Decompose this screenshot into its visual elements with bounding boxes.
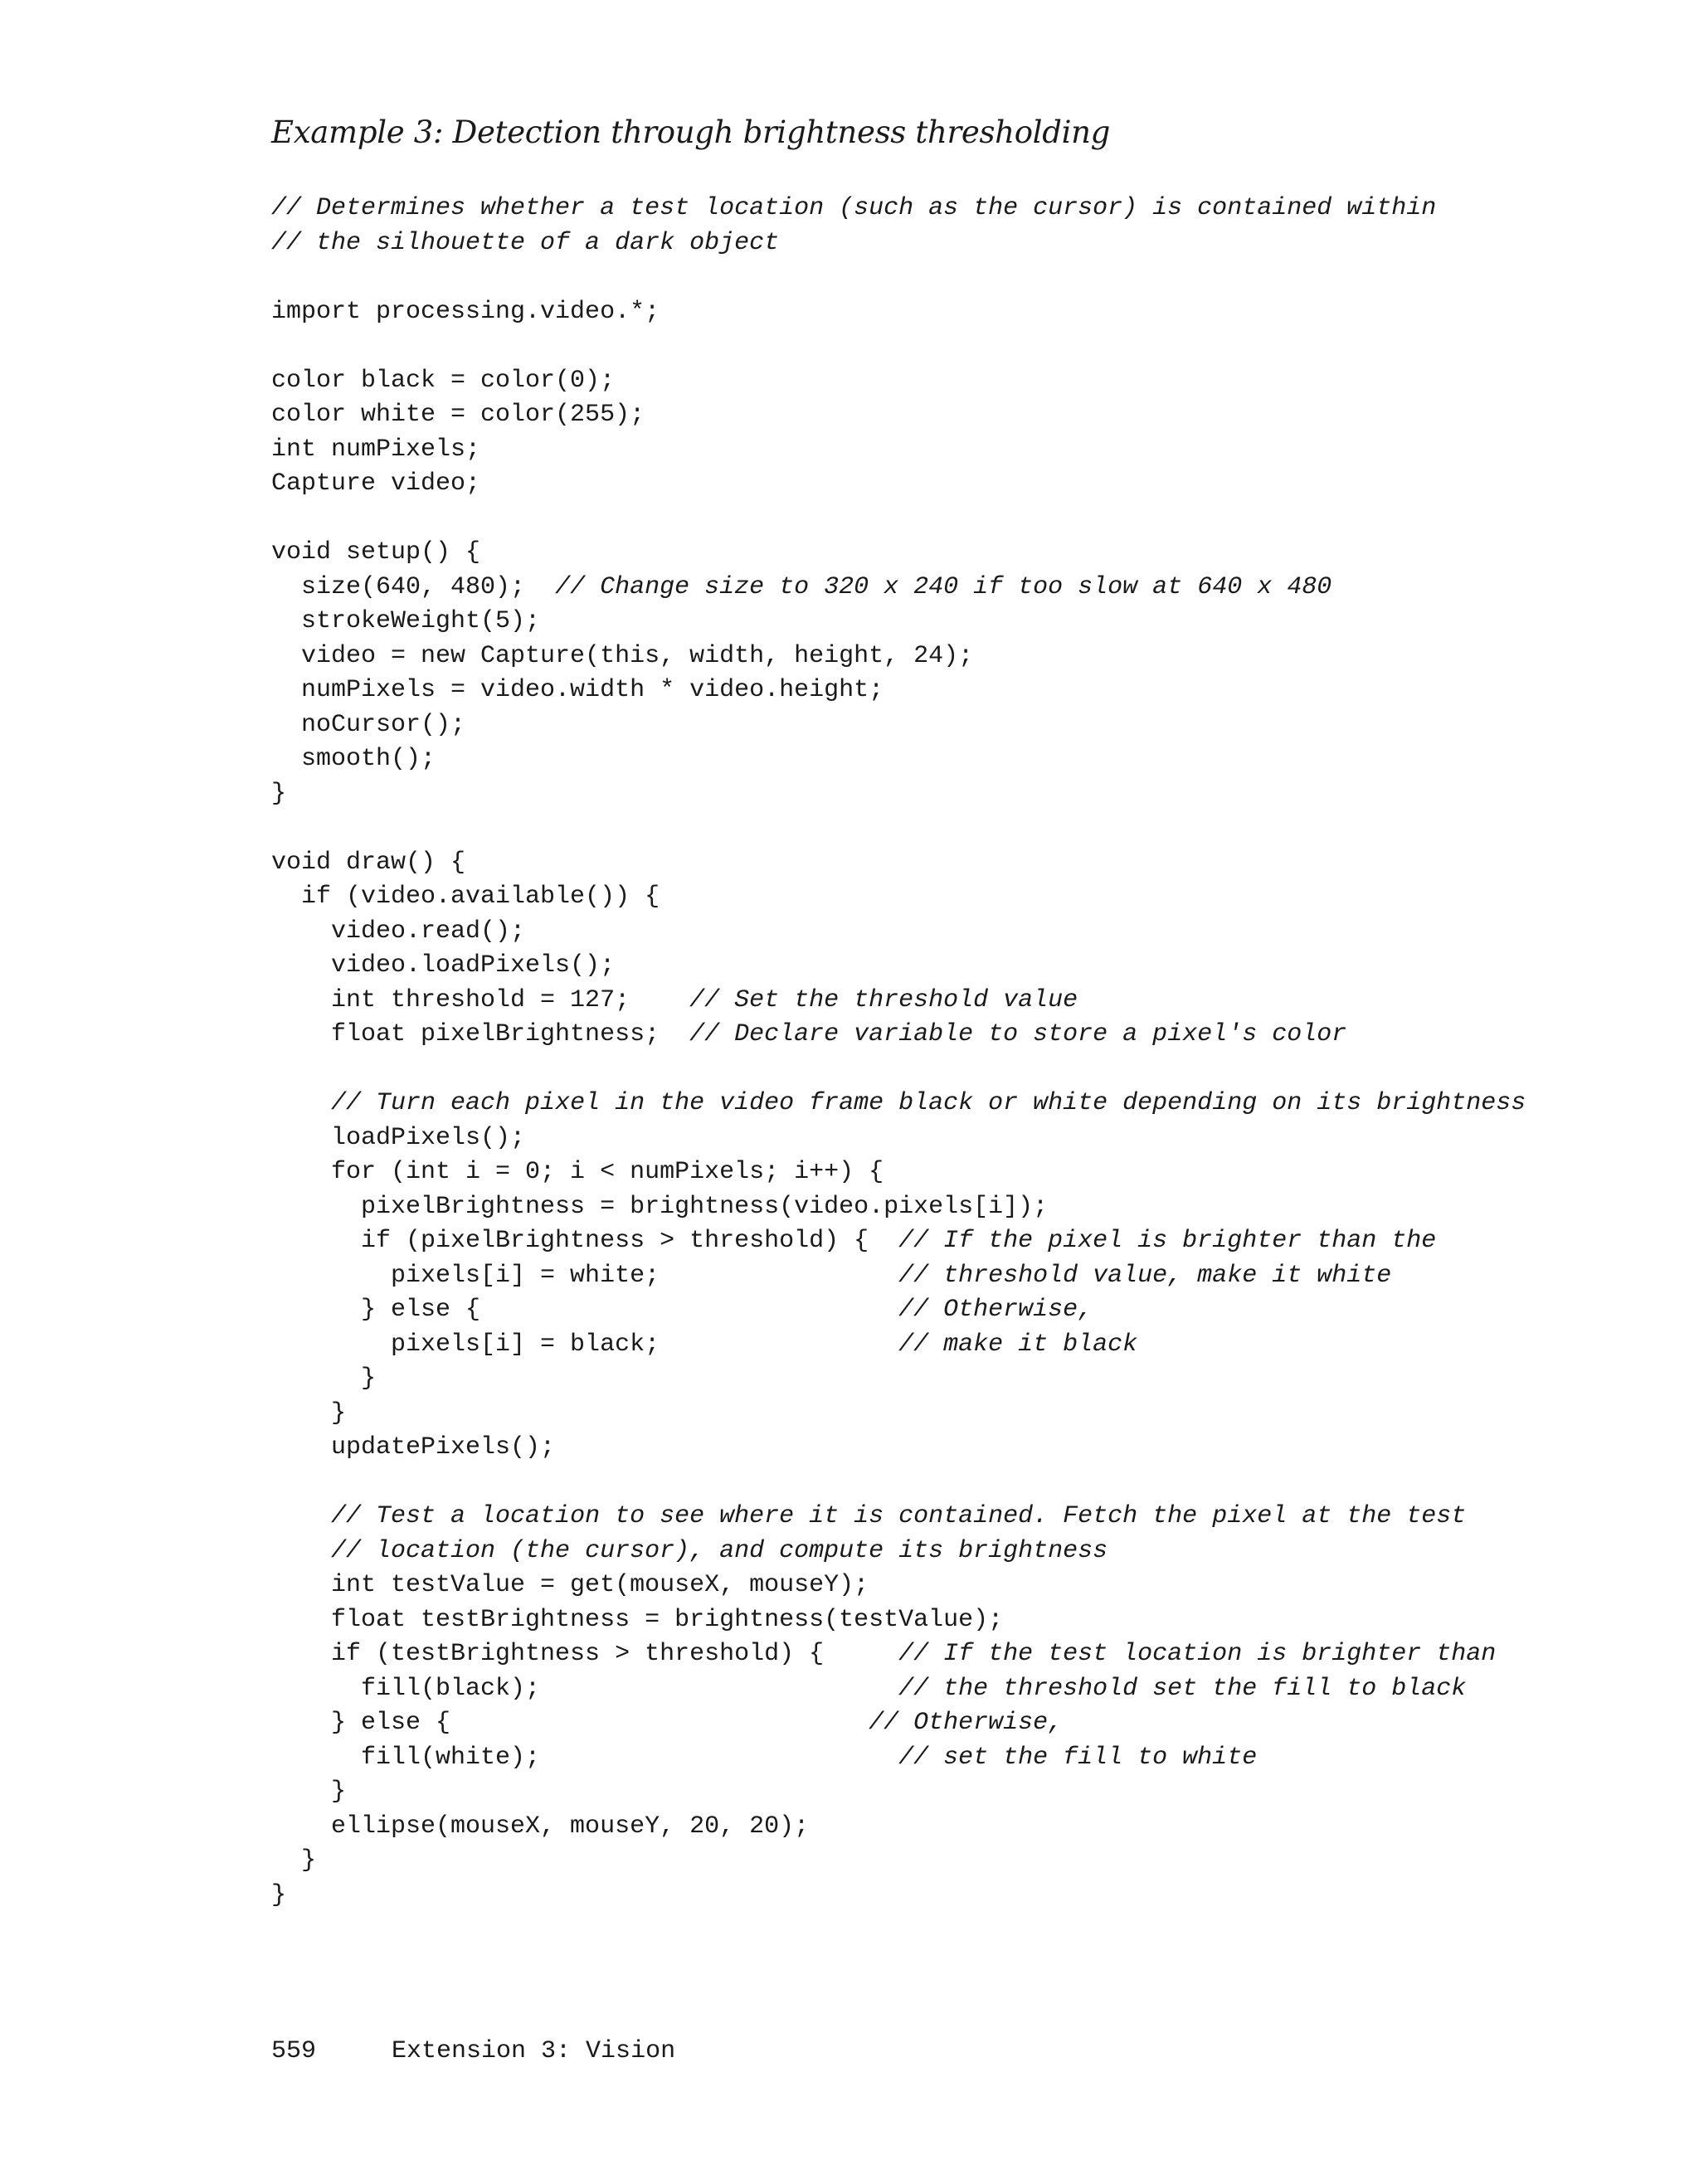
code-text: float pixelBrightness; [271, 1020, 690, 1048]
code-line [271, 1603, 1526, 1638]
code-line [271, 1362, 1526, 1397]
code-listing [271, 192, 1526, 1913]
code-text: float testBrightness = brightness(testValue); [271, 1605, 1004, 1634]
code-line [271, 260, 1526, 295]
code-line [271, 295, 1526, 330]
page-footer [271, 2037, 675, 2065]
code-comment: // threshold value, make it white [898, 1261, 1392, 1290]
code-text: void draw() { [271, 848, 466, 877]
code-line [271, 467, 1526, 502]
code-text: noCursor(); [271, 710, 466, 739]
code-line [271, 1293, 1526, 1328]
code-line [271, 1259, 1526, 1294]
code-comment: // If the pixel is brighter than the [898, 1227, 1437, 1255]
code-text: } else { [271, 1709, 869, 1737]
code-line [271, 846, 1526, 881]
code-text: int testValue = get(mouseX, mouseY); [271, 1571, 869, 1599]
code-line [271, 1775, 1526, 1810]
code-text: ellipse(mouseX, mouseY, 20, 20); [271, 1812, 810, 1841]
code-text: if (video.available()) { [271, 883, 660, 911]
code-line [271, 949, 1526, 984]
code-text: int numPixels; [271, 435, 481, 464]
code-text: import processing.video.*; [271, 297, 660, 326]
code-line [271, 984, 1526, 1019]
code-line [271, 571, 1526, 606]
code-line [271, 1672, 1526, 1707]
code-line [271, 708, 1526, 743]
page-number: 559 [271, 2037, 317, 2065]
code-line [271, 1155, 1526, 1190]
code-line [271, 1741, 1526, 1776]
code-text: pixels[i] = white; [271, 1261, 899, 1290]
code-text: numPixels = video.width * video.height; [271, 676, 884, 704]
code-text: if (pixelBrightness > threshold) { [271, 1227, 899, 1255]
code-line [271, 433, 1526, 468]
code-line [271, 640, 1526, 674]
code-line [271, 536, 1526, 571]
code-text: } [271, 779, 287, 808]
code-line [271, 1500, 1526, 1535]
code-line [271, 398, 1526, 433]
code-line [271, 1190, 1526, 1225]
code-line [271, 1018, 1526, 1053]
code-line [271, 1224, 1526, 1259]
code-text: void setup() { [271, 538, 481, 567]
code-text: if (testBrightness > threshold) { [271, 1640, 899, 1668]
code-comment: // Turn each pixel in the video frame black or white depending on its brightness [331, 1089, 1526, 1117]
code-text: int threshold = 127; [271, 985, 690, 1014]
code-text: video = new Capture(this, width, height, 24); [271, 641, 974, 670]
example-title: Example 3: Detection through brightness thresholding [271, 114, 1111, 150]
code-comment: // set the fill to white [898, 1743, 1258, 1772]
code-text: } [271, 1778, 347, 1806]
code-text [271, 1089, 331, 1117]
code-comment: // Determines whether a test location (such as the cursor) is contained within [271, 194, 1437, 222]
code-text: fill(white); [271, 1743, 899, 1772]
code-line [271, 811, 1526, 846]
code-comment: // Otherwise, [869, 1709, 1064, 1737]
code-text [271, 1537, 331, 1565]
code-line [271, 1569, 1526, 1603]
code-text: smooth(); [271, 745, 436, 773]
code-text: for (int i = 0; i < numPixels; i++) { [271, 1158, 884, 1186]
code-line [271, 1053, 1526, 1087]
code-line [271, 605, 1526, 640]
code-line [271, 1535, 1526, 1569]
code-line [271, 1637, 1526, 1672]
code-comment: // the threshold set the fill to black [898, 1674, 1467, 1703]
code-text: video.read(); [271, 917, 526, 946]
code-text: } [271, 1846, 317, 1875]
running-footer-section: Extension 3: Vision [392, 2037, 676, 2065]
code-comment: // location (the cursor), and compute its brightness [331, 1536, 1108, 1565]
code-line [271, 1397, 1526, 1432]
code-comment: // Set the threshold value [689, 985, 1078, 1014]
code-text: updatePixels(); [271, 1433, 556, 1462]
code-line [271, 502, 1526, 537]
code-text: pixels[i] = black; [271, 1330, 899, 1359]
code-text: color black = color(0); [271, 366, 616, 395]
code-comment: // Test a location to see where it is contained. Fetch the pixel at the test [331, 1502, 1467, 1530]
code-comment: // Change size to 320 x 240 if too slow at 640 x 480 [555, 572, 1332, 601]
code-text [271, 1502, 331, 1530]
code-line [271, 1844, 1526, 1879]
code-line [271, 742, 1526, 777]
code-text: } [271, 1398, 347, 1428]
code-text: pixelBrightness = brightness(video.pixels[i]); [271, 1192, 1049, 1221]
code-line [271, 880, 1526, 915]
code-line [271, 192, 1526, 226]
code-line [271, 1121, 1526, 1156]
code-line [271, 1466, 1526, 1501]
code-comment: // Declare variable to store a pixel's color [689, 1020, 1347, 1048]
code-line [271, 364, 1526, 399]
code-line [271, 674, 1526, 708]
code-comment: // the silhouette of a dark object [271, 228, 780, 257]
code-text: strokeWeight(5); [271, 607, 541, 635]
code-line [271, 1706, 1526, 1741]
code-text: fill(black); [271, 1674, 899, 1703]
code-comment: // make it black [898, 1330, 1138, 1359]
code-text: } [271, 1364, 377, 1393]
code-line [271, 777, 1526, 812]
code-text: loadPixels(); [271, 1123, 526, 1152]
code-line [271, 915, 1526, 950]
code-text: color white = color(255); [271, 401, 645, 429]
code-line [271, 1328, 1526, 1363]
code-text: size(640, 480); [271, 572, 556, 601]
code-comment: // If the test location is brighter than [898, 1640, 1497, 1668]
code-comment: // Otherwise, [898, 1296, 1093, 1324]
code-text: } [271, 1880, 287, 1909]
code-line [271, 1087, 1526, 1121]
code-text: Capture video; [271, 469, 481, 498]
code-line [271, 226, 1526, 261]
code-line [271, 329, 1526, 364]
code-line [271, 1879, 1526, 1914]
code-text: } else { [271, 1296, 899, 1324]
code-line [271, 1431, 1526, 1466]
code-text: video.loadPixels(); [271, 951, 616, 980]
code-line [271, 1810, 1526, 1845]
